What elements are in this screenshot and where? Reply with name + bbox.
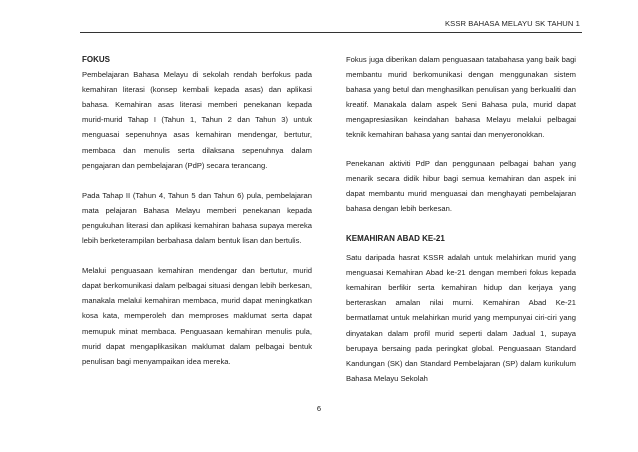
paragraph: Penekanan aktiviti PdP dan penggunaan pelbagai bahan yang menarik secara didik hibur bagi semua kemahiran dan aspek ini dapat membantu murid menguasai dan menghayati pembelajaran bahasa dengan lebih berkesan. <box>346 158 576 213</box>
left-column <box>82 52 312 369</box>
page-number: 6 <box>316 404 322 413</box>
paragraph: Fokus juga diberikan dalam penguasaan tatabahasa yang baik bagi membantu murid berkomunikasi dengan menggunakan sistem bahasa yang betul dan menghasilkan penulisan yang berkualiti dan kreatif. Manakala dalam aspek Seni Bahasa pula, murid dapat mengapresiasikan keindahan bahasa Melayu melalui pelbagai teknik kemahiran bahasa yang santai dan menyeronokkan. <box>346 55 576 140</box>
paragraph: Pembelajaran Bahasa Melayu di sekolah rendah berfokus pada kemahiran literasi (konsep kembali kepada asas) dan aplikasi bahasa. Kemahiran asas literasi memberi penekanan kepada murid-murid Tahap I (Tahun 1, Tahun 2 dan Tahun 3) untuk menguasai sepenuhnya asas kemahiran mendengar, bertutur, membaca dan menulis serta dilaksana sepenuhnya dalam pengajaran dan pembelajaran (PdP) secara terancang. <box>82 70 312 170</box>
running-header: KSSR BAHASA MELAYU SK TAHUN 1 <box>445 19 580 28</box>
header-divider <box>80 32 582 33</box>
section-heading-kemahiran-abad: KEMAHIRAN ABAD KE-21 <box>346 233 445 243</box>
paragraph: Melalui penguasaan kemahiran mendengar dan bertutur, murid dapat berkomunikasi dalam pelbagai situasi dengan lebih berkesan, manakala melalui kemahiran membaca, murid dapat meningkatkan kosa kata, memperoleh dan memproses maklumat serta dapat memupuk minat membaca. Penguasaan kemahiran menulis pula, murid dapat mengaplikasikan maklumat dalam pelbagai bentuk penulisan bagi menyampaikan idea mereka. <box>82 266 312 366</box>
paragraph: Satu daripada hasrat KSSR adalah untuk melahirkan murid yang menguasai Kemahiran Abad ke-21 dengan memberi fokus kepada kemahiran berfikir serta kemahiran hidup dan kerjaya yang berteraskan amalan nilai murni. Kemahiran Abad Ke-21 bermatlamat untuk melahirkan murid yang mempunyai ciri-ciri yang dinyatakan dalam profil murid seperti dalam Jadual 1, supaya berupaya bersaing pada peringkat global. Penguasaan Standard Kandungan (SK) dan Standard Pembelajaran (SP) dalam kurikulum Bahasa Melayu Sekolah <box>346 253 576 383</box>
section-heading-fokus: FOKUS <box>82 55 110 64</box>
right-column <box>346 52 576 386</box>
paragraph: Pada Tahap II (Tahun 4, Tahun 5 dan Tahun 6) pula, pembelajaran mata pelajaran Bahasa Melayu memberi penekanan kepada pengukuhan literasi dan aplikasi kemahiran bahasa supaya mereka lebih berketerampilan berbahasa dalam bentuk lisan dan bertulis. <box>82 190 312 246</box>
